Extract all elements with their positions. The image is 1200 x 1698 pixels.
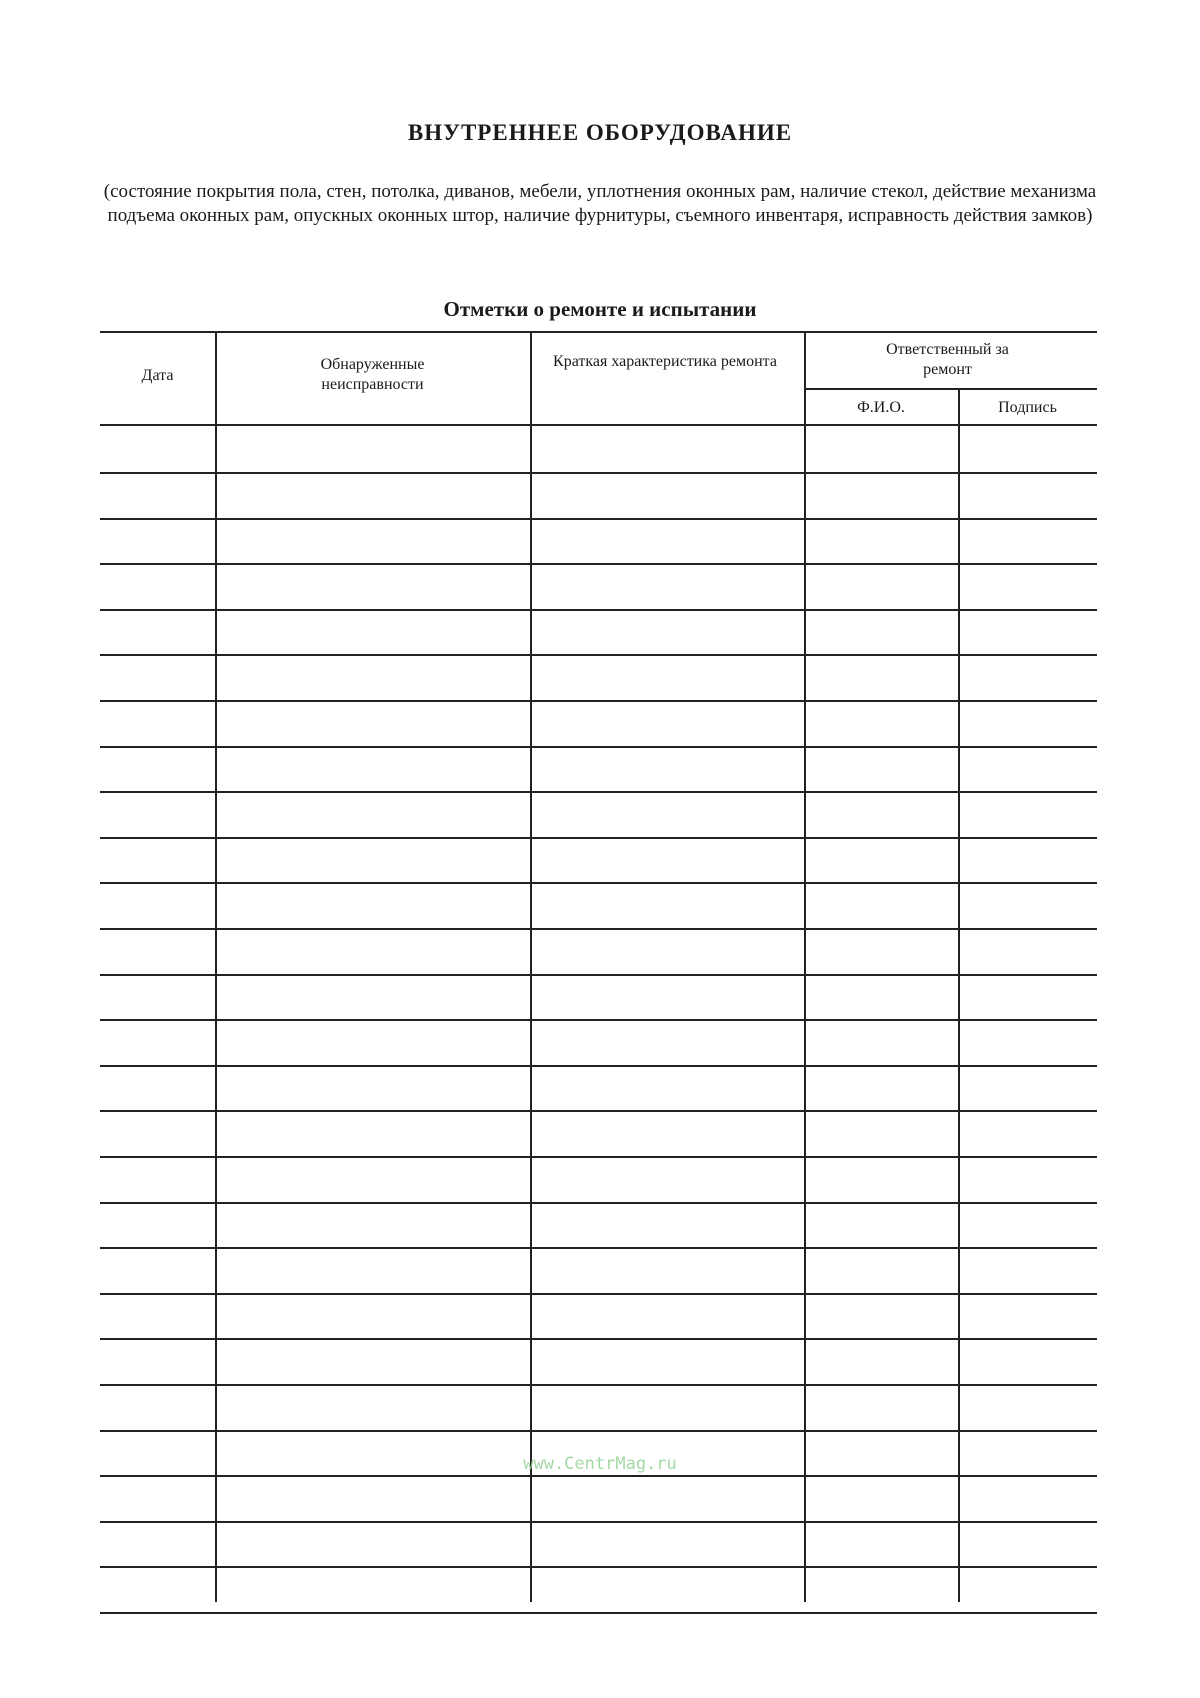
table-row-line xyxy=(100,654,1097,656)
table-row-line xyxy=(100,563,1097,565)
table-row-line xyxy=(100,746,1097,748)
column-divider-defects xyxy=(530,331,532,1602)
table-row-line xyxy=(100,1475,1097,1477)
header-signature: Подпись xyxy=(998,399,1057,416)
table-row-line xyxy=(100,1430,1097,1432)
table-row-line xyxy=(100,1384,1097,1386)
column-divider-name xyxy=(958,388,960,1602)
table-row-line xyxy=(100,1202,1097,1204)
table-row-line xyxy=(100,472,1097,474)
table-top-border xyxy=(100,331,1097,333)
header-date: Дата xyxy=(141,367,174,384)
table-row-line xyxy=(100,974,1097,976)
table-title: Отметки о ремонте и испытании xyxy=(443,297,757,321)
page-subtitle: (состояние покрытия пола, стен, потолка, диванов, мебели, уплотнения оконных рам, наличие стекол, действие механизма подъема оконных рам, опускных оконных штор, наличие фурнитуры, съемного инвентаря, исправность действия замков) xyxy=(103,181,1097,226)
table-row-line xyxy=(100,928,1097,930)
column-divider-date xyxy=(215,331,217,1602)
table-row-line xyxy=(100,1065,1097,1067)
table-row-line xyxy=(100,609,1097,611)
table-row-line xyxy=(100,1156,1097,1158)
header-repair: Краткая характеристика ремонта xyxy=(553,353,777,370)
table-row-line xyxy=(100,1019,1097,1021)
table-row-line xyxy=(100,1566,1097,1568)
table-row-line xyxy=(100,1338,1097,1340)
header-name: Ф.И.О. xyxy=(857,399,905,416)
header-defects: Обнаруженные неисправности xyxy=(320,356,425,393)
table-row-line xyxy=(100,1293,1097,1295)
table-row-line xyxy=(100,518,1097,520)
table-row-line xyxy=(100,1521,1097,1523)
table-row-line xyxy=(100,882,1097,884)
table-row-line xyxy=(100,1247,1097,1249)
table-row-line xyxy=(100,1110,1097,1112)
header-bottom-border xyxy=(100,424,1097,426)
page-title: ВНУТРЕННЕЕ ОБОРУДОВАНИЕ xyxy=(407,120,793,145)
table-row-line xyxy=(100,837,1097,839)
header-responsible: Ответственный за ремонт xyxy=(886,341,1009,378)
table-row-line xyxy=(100,1612,1097,1614)
responsible-subheader-border xyxy=(804,388,1097,390)
table-row-line xyxy=(100,700,1097,702)
column-divider-repair xyxy=(804,331,806,1602)
table-row-line xyxy=(100,791,1097,793)
watermark: www.CentrMag.ru xyxy=(523,1454,677,1474)
